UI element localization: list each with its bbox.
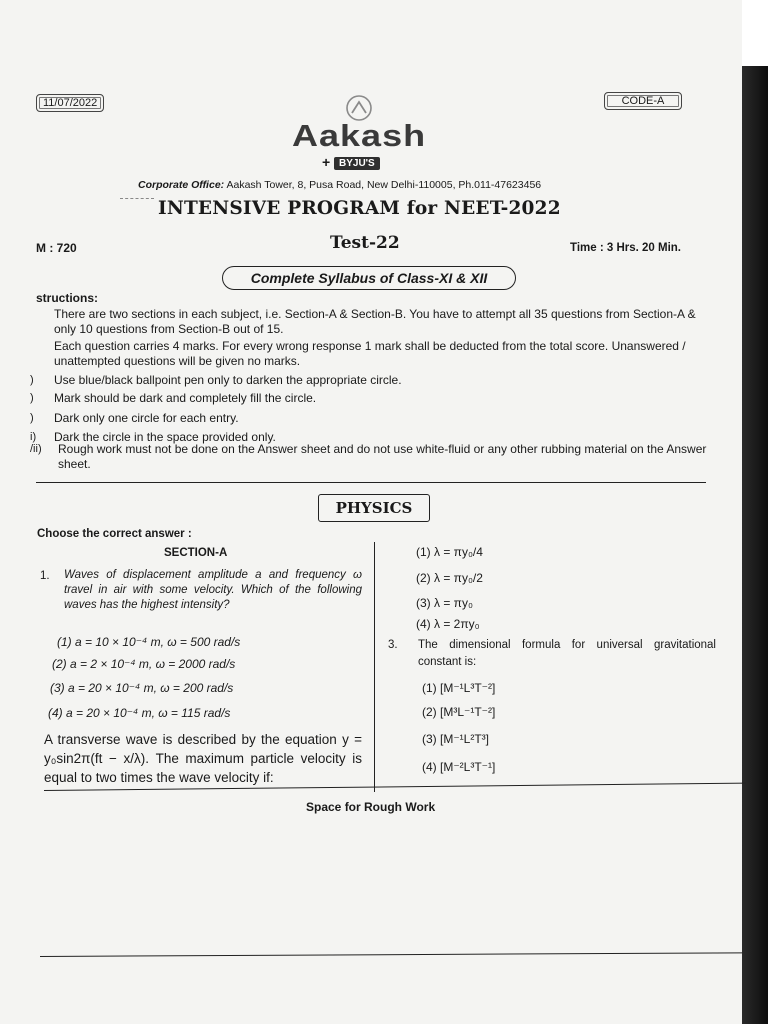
rough-work-label: Space for Rough Work	[306, 800, 436, 814]
answer-option: (1) λ = πy₀/4	[416, 545, 483, 559]
answer-option: (4) a = 20 × 10⁻⁴ m, ω = 115 rad/s	[48, 706, 231, 720]
answer-option: (2) [M³L⁻¹T⁻²]	[422, 705, 496, 719]
syllabus-banner: Complete Syllabus of Class-XI & XII	[222, 266, 516, 290]
instruction-text: Rough work must not be done on the Answer sheet and do not use white-fluid or any other rubbing material on the Answer sheet.	[58, 442, 707, 471]
instruction-marker: i)	[30, 431, 37, 443]
instruction-text: Use blue/black ballpoint pen only to darken the appropriate circle.	[54, 373, 402, 387]
instruction-item	[54, 339, 704, 369]
instruction-marker: )	[30, 374, 34, 386]
answer-option: (3) [M⁻¹L²T³]	[422, 732, 489, 746]
instruction-item	[30, 442, 708, 472]
instruction-item	[30, 373, 704, 388]
instructions-divider	[36, 482, 706, 483]
answer-option: (4) [M⁻²L³T⁻¹]	[422, 760, 496, 774]
choose-instruction: Choose the correct answer :	[37, 528, 192, 540]
corporate-office	[138, 179, 541, 191]
instructions-heading: structions:	[36, 291, 99, 305]
byjus-logo: BYJU'S	[334, 157, 380, 170]
instruction-text: Dark only one circle for each entry.	[54, 411, 239, 425]
answer-option: (1) a = 10 × 10⁻⁴ m, ω = 500 rad/s	[57, 635, 241, 649]
instruction-text: There are two sections in each subject, i.e. Section-A & Section-B. You have to attempt all 35 questions from Section-A & only 10 questions from Section-B out of 15.	[54, 307, 696, 336]
answer-option: (4) λ = 2πy₀	[416, 617, 480, 631]
date-box: 11/07/2022	[36, 94, 104, 112]
instruction-item	[30, 391, 704, 406]
brand-name: Aakash	[292, 118, 427, 153]
section-heading: SECTION-A	[164, 547, 228, 559]
question-text: Waves of displacement amplitude a and frequency ω travel in air with some velocity. Which of the following waves has the highest intensity?	[64, 569, 362, 611]
page-shadow-edge	[742, 66, 768, 1024]
answer-option: (3) a = 20 × 10⁻⁴ m, ω = 200 rad/s	[50, 681, 234, 695]
column-divider	[374, 542, 375, 792]
office-address: Aakash Tower, 8, Pusa Road, New Delhi-110005, Ph.011-47623456	[224, 179, 542, 191]
question-text: The dimensional formula for universal gravitational constant is:	[418, 639, 716, 668]
subject-heading: PHYSICS	[318, 494, 430, 522]
answer-option: (1) [M⁻¹L³T⁻²]	[422, 681, 496, 695]
question-text: A transverse wave is described by the equation y = y₀sin2π(ft − x/λ). The maximum particle velocity is equal to two times the wave velocity if:	[44, 732, 362, 785]
office-label: Corporate Office:	[138, 179, 225, 191]
dashed-divider	[120, 198, 154, 199]
code-box: CODE-A	[604, 92, 682, 110]
question-number: 3.	[388, 639, 398, 651]
program-title: INTENSIVE PROGRAM for NEET-2022	[158, 198, 561, 219]
instruction-item	[54, 307, 704, 337]
time-duration: Time : 3 Hrs. 20 Min.	[570, 242, 681, 254]
byjus-plus: +	[322, 154, 331, 170]
max-marks: M : 720	[36, 241, 77, 255]
answer-option: (2) λ = πy₀/2	[416, 571, 483, 585]
instruction-marker: /ii)	[30, 443, 42, 455]
question-number: 1.	[40, 570, 50, 582]
instruction-text: Mark should be dark and completely fill the circle.	[54, 391, 317, 405]
answer-option: (2) a = 2 × 10⁻⁴ m, ω = 2000 rad/s	[52, 657, 236, 671]
instruction-text: Dark the circle in the space provided only.	[54, 430, 276, 444]
answer-option: (3) λ = πy₀	[416, 596, 473, 610]
instruction-marker: )	[30, 392, 34, 404]
instruction-text: Each question carries 4 marks. For every wrong response 1 mark shall be deducted from the total score. Unanswered / unattempted questions will be given no marks.	[54, 339, 686, 368]
test-title: Test-22	[330, 233, 400, 253]
instruction-item	[30, 411, 704, 426]
instruction-marker: )	[30, 412, 34, 424]
